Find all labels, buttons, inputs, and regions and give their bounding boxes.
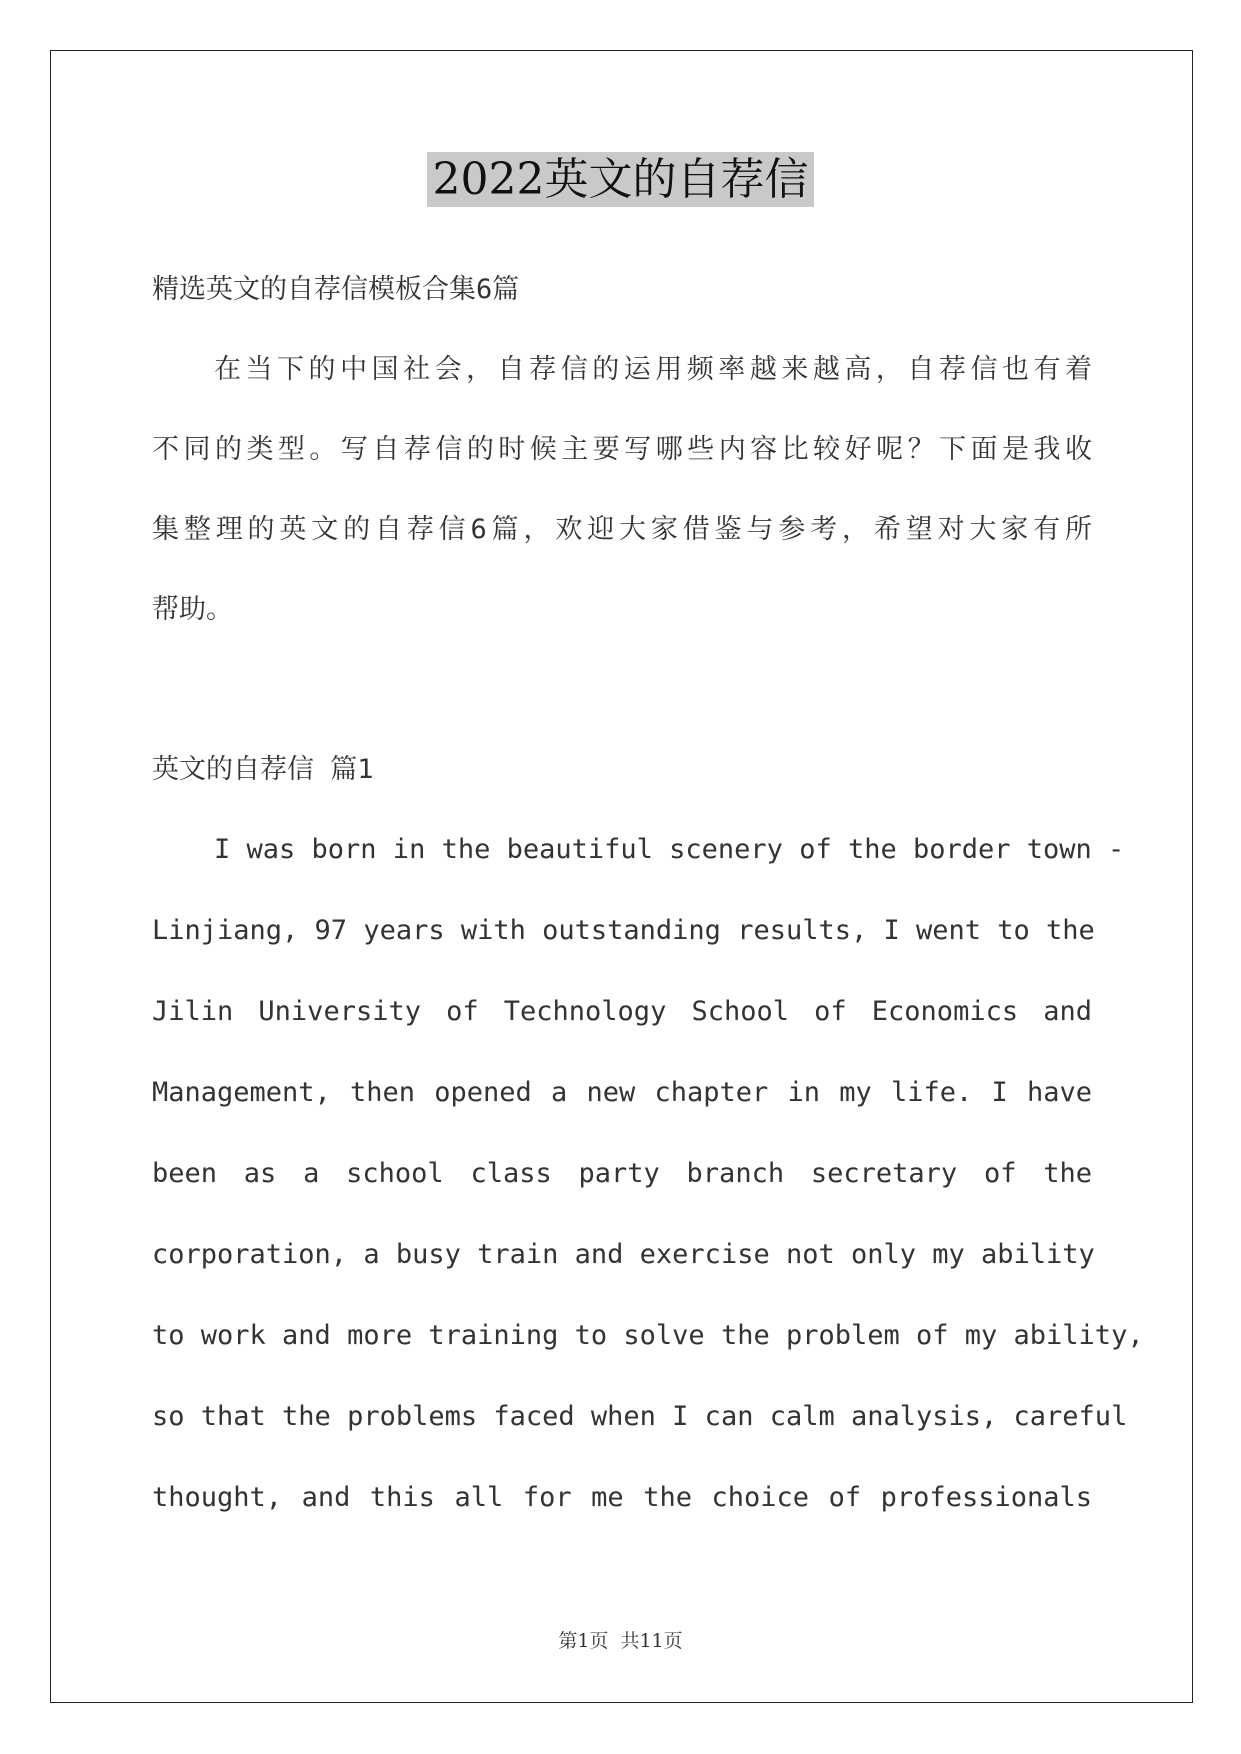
page-number: 第1页 共11页 xyxy=(558,1630,683,1652)
body-line-2: Linjiang, 97 years with outstanding results, I went to the xyxy=(152,915,1095,946)
body-line-6: corporation, a busy train and exercise not only my ability xyxy=(152,1239,1095,1270)
document-title xyxy=(0,150,1241,210)
body-line-3: Jilin University of Technology School of Economics and xyxy=(152,996,1092,1027)
body-line-4: Management, then opened a new chapter in my life. I have xyxy=(152,1077,1092,1108)
body-line-9: thought, and this all for me the choice of professionals xyxy=(152,1482,1092,1513)
body-line-1: I was born in the beautiful scenery of the border town - xyxy=(214,834,1125,865)
section-heading: 英文的自荐信 篇1 xyxy=(152,754,374,785)
body-line-5: been as a school class party branch secretary of the xyxy=(152,1158,1092,1189)
intro-line-3: 集整理的英文的自荐信6篇，欢迎大家借鉴与参考，希望对大家有所 xyxy=(152,514,1092,545)
document-title-text: 2022英文的自荐信 xyxy=(427,152,815,207)
intro-line-1: 在当下的中国社会，自荐信的运用频率越来越高，自荐信也有着 xyxy=(214,354,1092,385)
intro-line-2: 不同的类型。写自荐信的时候主要写哪些内容比较好呢？下面是我收 xyxy=(152,434,1092,465)
intro-line-4: 帮助。 xyxy=(152,594,233,625)
body-line-8: so that the problems faced when I can calm analysis, careful xyxy=(152,1401,1128,1432)
subtitle: 精选英文的自荐信模板合集6篇 xyxy=(152,274,520,305)
body-line-7: to work and more training to solve the problem of my ability, xyxy=(152,1320,1144,1351)
